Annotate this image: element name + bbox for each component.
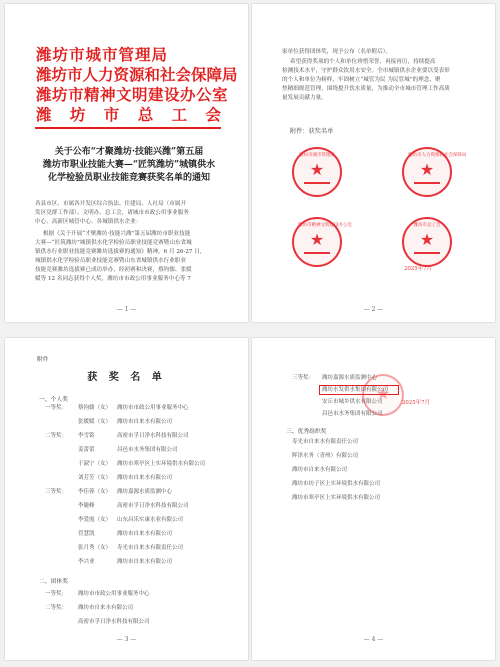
agency-title-3: 潍坊市精神文明建设办公室 [36, 85, 229, 104]
award-row: 李爱霞（女） 山东昌乐实康水业有限公司 [78, 517, 184, 523]
seal-date: 2025年7月 [404, 266, 432, 272]
official-seal: 潍坊市人力资源和社会保障局 ★ [402, 147, 452, 197]
star-icon: ★ [309, 230, 325, 249]
award-row: 三等奖： 李佳蓉（女） 潍坊嘉源水质监测中心 [45, 489, 173, 495]
body-line: 中心、高新区城管中心、各城镇供水企业： [35, 219, 142, 225]
award-row: 李兴业 潍坊市自来水有限公司 [78, 559, 173, 565]
section-heading: 一、个人奖 [39, 397, 68, 403]
award-row: 李婕峰 高密市孚日净水科技有限公司 [78, 503, 189, 509]
org-award-row: 潍坊市自来水有限公司 [292, 467, 348, 473]
star-icon: ★ [419, 160, 435, 179]
org-award-row: 寿光市自来水有限责任公司 [292, 439, 359, 445]
award-row: 张媛媛（女） 潍坊市自来水有限公司 [78, 419, 173, 425]
section-heading: 二、团体奖 [39, 579, 68, 585]
agency-title-1: 潍坊市城市管理局 [36, 45, 169, 64]
official-seal: 潍坊市城市管理局 ★ [292, 147, 342, 197]
star-icon: ★ [419, 230, 435, 249]
award-row: 一等奖： 蔡钧儒（女） 潍坊市市政公用事业服务中心 [45, 405, 189, 411]
team-award-row: 安丘市城乡供水有限公司 [322, 399, 383, 405]
section-heading: 三、优秀组织奖 [286, 429, 327, 435]
body-line: 技能竞赛潍坊选拔赛已成功举办，经初赛和决赛，蔡钧儒、张媛 [35, 267, 192, 273]
award-list-title: 获 奖 名 单 [87, 372, 166, 383]
team-award-row: 昌邑市水务集团有限公司 [322, 411, 383, 417]
award-row: 管慧凯 潍坊市自来水有限公司 [78, 531, 173, 537]
body-line: 家单位获得团体奖，现予公布（名单附后）。 [282, 49, 392, 55]
official-seal: 潍坊市精神文明建设办公室 ★ [292, 217, 342, 267]
award-row: 刘芳芳（女） 潍坊市自来水有限公司 [78, 475, 173, 481]
document-page-2 [252, 4, 495, 322]
body-line: 根据《关于开展“才聚潍坊·技能兴潍”第五届潍坊市职业技能 [43, 231, 191, 237]
body-line: 希望获得奖项的个人和单位珍惜荣誉，再接再厉，持续提高 [290, 59, 436, 65]
agency-title-2: 潍坊市人力资源和社会保障局 [36, 65, 238, 84]
body-line: 量发展贡献力量。 [282, 95, 327, 101]
body-line: 城镇供水化学检验员职业技能竞赛暨山东省城镇供水行业职业 [35, 258, 187, 264]
red-divider [35, 127, 221, 129]
body-line: 媛等 12 名同志获得个人奖，潍坊市市政公用事业服务中心等 7 [35, 276, 191, 282]
award-row: 二等奖： 李雪铭 高密市孚日净水科技有限公司 [45, 433, 189, 439]
award-row: 姜蕾蕾 昌邑市水务集团有限公司 [78, 447, 178, 453]
team-award-row: 高密市孚日净水科技有限公司 [78, 619, 150, 625]
body-line: 发区党群工作部）、文明办、总工会，诸城市市政公用事业服务 [35, 210, 189, 216]
team-award-row: 二等奖： 潍坊市自来水有限公司 [45, 605, 134, 611]
star-icon: ★ [375, 384, 391, 403]
award-row: 张月秀（女） 寿光市自来水有限责任公司 [78, 545, 184, 551]
notice-title-line-3: 化学检验员职业技能竞赛获奖名单的通知 [47, 173, 210, 183]
team-award-row: 三等奖： 潍坊嘉源水质监测中心 [292, 375, 378, 381]
star-icon: ★ [309, 160, 325, 179]
official-seal: 潍坊市总工会 ★ [402, 217, 452, 267]
org-award-row: 潍坊市寒亭区上实环境供水有限公司 [292, 495, 381, 501]
notice-title-line-2: 潍坊市职业技能大赛—“匠筑潍坊”城镇供水 [42, 160, 216, 170]
body-line: 的个人和单位为榜样，牢固树立“城管为民 为民管城”的理念，聚 [282, 77, 441, 83]
page-number: — 3 — [116, 636, 137, 643]
body-line: 各县市区、市属各开发区综合执法、住建局、人社局（市属开 [35, 201, 187, 207]
team-award-row: 一等奖： 潍坊市市政公用事业服务中心 [45, 591, 150, 597]
official-seal [362, 374, 404, 416]
document-page-4 [252, 338, 495, 660]
body-line: 镇供水行业职业技能竞赛潍坊选拔赛的通知》精神，6 月 26-27 日， [35, 249, 206, 255]
body-line: 大赛—“匠筑潍坊”城镇供水化学检验员职业技能竞赛暨山东省城 [35, 240, 192, 246]
award-row: 于淑宁（女） 潍坊市寒亭区上实环境供水有限公司 [78, 461, 206, 467]
body-line: 检测技术水平，守护群众饮用水安全。全市城镇供水企业要以受表彰 [282, 68, 450, 74]
notice-title-line-1: 关于公布“才聚潍坊·技能兴潍”第五届 [54, 147, 204, 157]
org-award-row: 晖泽水务（青州）有限公司 [292, 453, 359, 459]
document-page-1 [5, 4, 248, 322]
seal-date: 2025年7月 [402, 400, 430, 406]
attachment-label: 附件 [37, 357, 49, 363]
page-number: — 4 — [363, 636, 384, 643]
agency-title-4: 潍 坊 市 总 工 会 [36, 105, 228, 124]
body-line: 焦精细规范管理，围绕提升饮水质量，为推动全市城市管理工作高质 [282, 86, 450, 92]
attachment-note: 附件：获奖名单 [290, 128, 334, 135]
team-award-row: 潍坊水发供水集团有限公司 [322, 387, 389, 393]
document-page-3 [5, 338, 248, 660]
page-number: — 2 — [363, 306, 384, 313]
page-number: — 1 — [116, 306, 137, 313]
org-award-row: 潍坊市坊子区上实环境供水有限公司 [292, 481, 381, 487]
